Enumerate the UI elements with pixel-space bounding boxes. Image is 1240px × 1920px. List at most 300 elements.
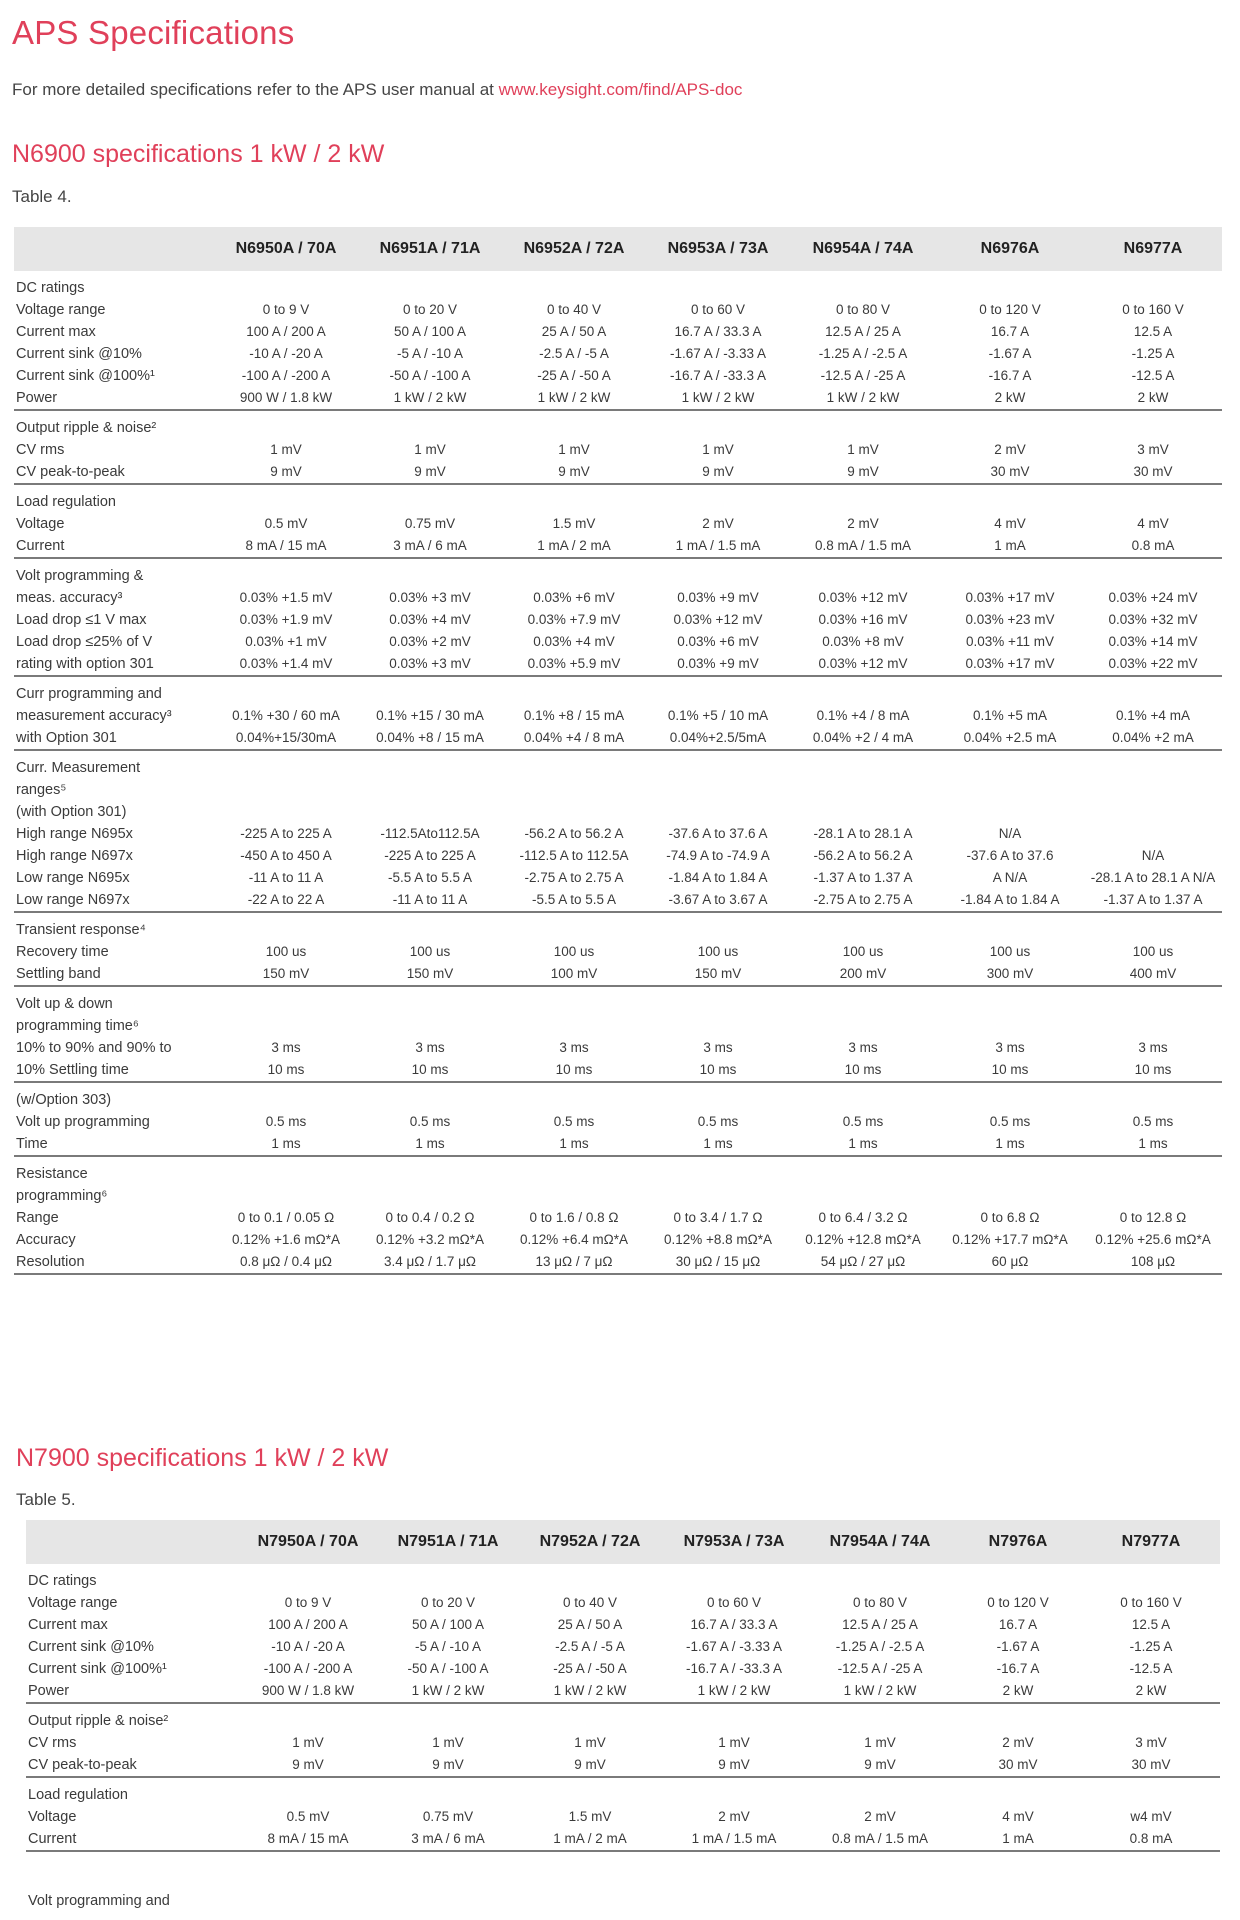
spec-value-line: 200 mV — [839, 966, 887, 981]
spec-value-cell — [954, 1564, 1082, 1703]
spec-value-cell — [936, 558, 1084, 676]
spec-value-line: 1 kW / 2 kW — [537, 390, 611, 405]
spec-value-cell — [1084, 1082, 1222, 1156]
spec-value-line: -112.5 A to 112.5A — [519, 848, 629, 863]
spec-value-line: 900 W / 1.8 kW — [239, 390, 333, 405]
spec-label-line: CV peak-to-peak — [28, 1757, 137, 1773]
spec-value-line — [1084, 919, 1222, 941]
spec-value-line — [502, 779, 646, 801]
spec-value-line: 0 to 1.6 / 0.8 Ω — [529, 1210, 619, 1225]
spec-value-line: 1.5 mV — [552, 516, 596, 531]
spec-label-line: meas. accuracy³ — [16, 590, 123, 606]
spec-value-line — [1084, 491, 1222, 513]
spec-value-line: 1 kW / 2 kW — [393, 390, 467, 405]
spec-value-line: 100 us — [989, 944, 1031, 959]
spec-value-cell — [806, 1703, 954, 1777]
spec-value-cell — [806, 1564, 954, 1703]
spec-value-line: 0.03% +9 mV — [677, 656, 759, 671]
spec-label-line: DC ratings — [16, 280, 85, 296]
spec-value-line: 2 kW — [994, 390, 1026, 405]
column-header: N7953A / 73A — [662, 1520, 806, 1564]
spec-value-line — [502, 491, 646, 513]
spec-value-line: 0.03% +4 mV — [389, 612, 471, 627]
spec-value-line: 0.12% +3.2 mΩ*A — [375, 1232, 485, 1247]
spec-value-line — [662, 1710, 806, 1732]
spec-group-label — [26, 1703, 238, 1777]
spec-value-line — [214, 565, 358, 587]
spec-value-line: 9 mV — [847, 464, 879, 479]
spec-value-line: -5 A / -10 A — [414, 1639, 482, 1654]
spec-value-line: 10 ms — [411, 1062, 449, 1077]
header-row — [26, 1520, 1220, 1564]
spec-value-cell — [936, 1156, 1084, 1274]
spec-value-line — [358, 683, 502, 705]
spec-value-line: 2 mV — [994, 442, 1026, 457]
spec-value-line: 0.12% +1.6 mΩ*A — [231, 1232, 341, 1247]
spec-value-line: 1 ms — [995, 1136, 1025, 1151]
spec-value-line — [1082, 1784, 1220, 1806]
spec-value-line: 1 kW / 2 kW — [697, 1683, 771, 1698]
spec-value-line: -16.7 A — [996, 1661, 1040, 1676]
spec-value-line — [502, 757, 646, 779]
spec-value-line — [806, 1710, 954, 1732]
spec-value-line — [662, 1570, 806, 1592]
spec-value-line: 3 ms — [848, 1040, 878, 1055]
doc-link[interactable]: www.keysight.com/find/APS-doc — [498, 80, 743, 99]
spec-label-line: DC ratings — [28, 1573, 97, 1589]
spec-value-line: -2.5 A / -5 A — [555, 1639, 625, 1654]
spec-value-cell — [1084, 410, 1222, 484]
spec-label-line: CV peak-to-peak — [16, 464, 125, 480]
spec-value-line: 0.5 mV — [286, 1809, 330, 1824]
spec-value-line: 12.5 A — [1131, 1617, 1171, 1632]
spec-value-line — [518, 1710, 662, 1732]
spec-value-cell — [646, 1156, 790, 1274]
spec-value-line: 0.03% +3 mV — [389, 656, 471, 671]
spec-value-line: 0.8 mA — [1129, 1831, 1173, 1846]
spec-label-line: Transient response⁴ — [16, 922, 146, 938]
spec-value-cell — [214, 484, 358, 558]
spec-value-line — [1084, 779, 1222, 801]
spec-value-line: 0.12% +12.8 mΩ*A — [805, 1232, 921, 1247]
spec-value-line: 1 mV — [718, 1735, 750, 1750]
spec-value-line: -1.67 A / -3.33 A — [685, 1639, 783, 1654]
spec-group-row — [14, 986, 1222, 1082]
spec-value-cell — [790, 676, 936, 750]
spec-value-cell — [662, 1703, 806, 1777]
spec-value-line — [936, 1163, 1084, 1185]
spec-group-label — [14, 484, 214, 558]
spec-value-cell — [502, 676, 646, 750]
spec-label-line: Load regulation — [16, 494, 116, 510]
spec-label-line: Power — [16, 390, 58, 406]
spec-value-cell — [238, 1564, 378, 1703]
spec-table-n7900 — [26, 1520, 1220, 1852]
spec-value-line: 100 us — [409, 944, 451, 959]
spec-value-line: 9 mV — [270, 464, 302, 479]
spec-value-cell — [662, 1777, 806, 1851]
spec-value-line: 900 W / 1.8 kW — [261, 1683, 355, 1698]
spec-value-cell — [1084, 750, 1222, 912]
spec-value-line — [790, 417, 936, 439]
spec-value-cell — [646, 484, 790, 558]
spec-value-line: 150 mV — [262, 966, 310, 981]
spec-value-line — [1084, 1015, 1222, 1037]
spec-value-line — [214, 993, 358, 1015]
spec-value-line: 1 kW / 2 kW — [681, 390, 755, 405]
spec-value-line: -12.5 A — [1129, 1661, 1173, 1676]
spec-label-line: (with Option 301) — [16, 804, 127, 820]
spec-value-line: 3 ms — [1138, 1040, 1168, 1055]
spec-value-line: -2.5 A / -5 A — [539, 346, 609, 361]
spec-value-line: 8 mA / 15 mA — [245, 538, 327, 553]
section-title-n7900: N7900 specifications 1 kW / 2 kW — [16, 1444, 389, 1472]
spec-value-line: -12.5 A / -25 A — [837, 1661, 923, 1676]
spec-value-cell — [214, 1082, 358, 1156]
spec-value-line: -50 A / -100 A — [407, 1661, 489, 1676]
spec-value-line — [214, 1015, 358, 1037]
spec-value-line: -100 A / -200 A — [263, 1661, 353, 1676]
table-caption-4: Table 4. — [12, 187, 72, 206]
spec-value-line: 0.03% +12 mV — [818, 656, 908, 671]
spec-value-cell — [936, 676, 1084, 750]
spec-value-line — [646, 919, 790, 941]
spec-value-cell — [502, 484, 646, 558]
spec-value-cell — [214, 676, 358, 750]
spec-label-line: CV rms — [28, 1735, 77, 1751]
spec-value-line: 10 ms — [991, 1062, 1029, 1077]
spec-value-line: 10 ms — [555, 1062, 593, 1077]
spec-value-cell — [790, 1156, 936, 1274]
spec-value-cell — [214, 410, 358, 484]
spec-value-line: -1.84 A to 1.84 A — [668, 870, 768, 885]
spec-value-cell — [378, 1777, 518, 1851]
spec-value-line: 1 mA — [1002, 1831, 1034, 1846]
spec-value-line: 0.03% +1.4 mV — [239, 656, 333, 671]
spec-value-cell — [378, 1703, 518, 1777]
column-header: N6950A / 70A — [214, 227, 358, 271]
spec-value-line: 1 ms — [848, 1136, 878, 1151]
spec-value-line: 0.5 ms — [553, 1114, 595, 1129]
spec-label-line: Load drop ≤1 V max — [16, 612, 147, 628]
spec-value-line: 0 to 120 V — [979, 302, 1041, 317]
spec-value-line: -2.75 A to 2.75 A — [813, 892, 913, 907]
spec-value-line — [790, 1185, 936, 1207]
spec-value-line: 1 mA / 2 mA — [537, 538, 611, 553]
spec-value-line — [1084, 565, 1222, 587]
spec-value-cell — [502, 912, 646, 986]
spec-value-cell — [936, 271, 1084, 410]
spec-value-line: 0 to 12.8 Ω — [1119, 1210, 1187, 1225]
spec-value-line — [936, 1015, 1084, 1037]
spec-value-line: 0 to 6.4 / 3.2 Ω — [818, 1210, 908, 1225]
spec-value-line — [358, 417, 502, 439]
spec-value-line: 2 kW — [1135, 1683, 1167, 1698]
spec-value-line — [502, 1185, 646, 1207]
spec-value-line — [790, 565, 936, 587]
spec-value-line: 150 mV — [406, 966, 454, 981]
spec-value-line — [936, 417, 1084, 439]
spec-value-line: 9 mV — [292, 1757, 324, 1772]
spec-value-line — [646, 1089, 790, 1111]
spec-value-line: 2 mV — [718, 1809, 750, 1824]
spec-value-line: 2 mV — [847, 516, 879, 531]
spec-value-line: 0.1% +4 mA — [1116, 708, 1190, 723]
spec-value-line: 3 mA / 6 mA — [393, 538, 467, 553]
column-header: N6954A / 74A — [790, 227, 936, 271]
spec-value-line — [502, 417, 646, 439]
spec-value-line: -1.25 A — [1131, 346, 1175, 361]
spec-value-line: 100 us — [697, 944, 739, 959]
spec-value-line: -450 A to 450 A — [240, 848, 332, 863]
spec-label-line: (w/Option 303) — [16, 1092, 112, 1108]
spec-value-line: -5.5 A to 5.5 A — [387, 870, 473, 885]
spec-value-line: 1 kW / 2 kW — [843, 1683, 917, 1698]
spec-group-row — [26, 1777, 1220, 1851]
spec-value-line: 9 mV — [414, 464, 446, 479]
spec-value-line — [1084, 1089, 1222, 1111]
spec-value-line: 1 mA / 1.5 mA — [691, 1831, 777, 1846]
spec-value-line: 1 mA / 2 mA — [553, 1831, 627, 1846]
spec-value-line — [358, 919, 502, 941]
spec-value-line — [1084, 277, 1222, 299]
spec-value-line: 0.1% +5 / 10 mA — [667, 708, 769, 723]
spec-label-line: Voltage — [28, 1809, 77, 1825]
spec-value-line: 400 mV — [1129, 966, 1177, 981]
spec-value-line — [502, 919, 646, 941]
spec-value-cell — [214, 986, 358, 1082]
spec-value-cell — [806, 1777, 954, 1851]
spec-value-line — [936, 757, 1084, 779]
spec-value-line: 30 mV — [990, 464, 1030, 479]
column-header: N7954A / 74A — [806, 1520, 954, 1564]
intro-text: For more detailed specifications refer to the APS user manual at — [12, 80, 499, 99]
spec-value-cell — [662, 1564, 806, 1703]
spec-value-line — [358, 779, 502, 801]
spec-value-line: 1 ms — [415, 1136, 445, 1151]
spec-value-line: 0.8 μΩ / 0.4 μΩ — [239, 1254, 333, 1269]
spec-value-line — [646, 1185, 790, 1207]
spec-value-line: 4 mV — [994, 516, 1026, 531]
spec-value-line: 0.5 ms — [989, 1114, 1031, 1129]
spec-value-cell — [214, 558, 358, 676]
spec-value-line: 3 ms — [703, 1040, 733, 1055]
spec-value-line: 0.1% +8 / 15 mA — [523, 708, 625, 723]
spec-value-line: 0.03% +2 mV — [389, 634, 471, 649]
spec-value-cell — [646, 676, 790, 750]
spec-group-row — [14, 558, 1222, 676]
spec-label-line: Current — [28, 1831, 77, 1847]
spec-value-line: 1 ms — [559, 1136, 589, 1151]
spec-value-line — [790, 779, 936, 801]
spec-value-line: 54 μΩ / 27 μΩ — [820, 1254, 906, 1269]
spec-label-line: Voltage range — [28, 1595, 118, 1611]
spec-value-line: 0.1% +30 / 60 mA — [232, 708, 340, 723]
spec-value-line: 1 mV — [847, 442, 879, 457]
spec-value-line: 9 mV — [432, 1757, 464, 1772]
spec-value-line: A N/A — [992, 870, 1028, 885]
spec-value-cell — [358, 1156, 502, 1274]
spec-value-line: 1 mV — [574, 1735, 606, 1750]
spec-value-line: 1 mV — [414, 442, 446, 457]
spec-value-line: 0 to 160 V — [1122, 302, 1184, 317]
spec-value-cell — [1084, 1156, 1222, 1274]
spec-value-line: 0.03% +4 mV — [533, 634, 615, 649]
spec-label-line: programming⁶ — [16, 1188, 108, 1204]
spec-value-line: 0.03% +14 mV — [1108, 634, 1198, 649]
spec-value-line: 25 A / 50 A — [557, 1617, 623, 1632]
spec-value-line — [646, 277, 790, 299]
spec-value-line: N/A — [998, 826, 1022, 841]
spec-value-cell — [1082, 1703, 1220, 1777]
spec-label-line: Load regulation — [28, 1787, 128, 1803]
spec-label-line: Resolution — [16, 1254, 85, 1270]
spec-value-cell — [502, 986, 646, 1082]
spec-value-line: 0.03% +9 mV — [677, 590, 759, 605]
spec-value-line — [790, 919, 936, 941]
spec-value-cell — [1084, 986, 1222, 1082]
spec-value-cell — [358, 1082, 502, 1156]
spec-group-row — [14, 1082, 1222, 1156]
spec-value-line — [646, 491, 790, 513]
spec-label-line: rating with option 301 — [16, 656, 154, 672]
spec-value-line: 0.03% +11 mV — [966, 634, 1054, 649]
spec-value-line: 2 mV — [1002, 1735, 1034, 1750]
spec-value-line: 0 to 80 V — [852, 1595, 908, 1610]
spec-value-line: 60 μΩ — [991, 1254, 1029, 1269]
spec-value-line: 30 μΩ / 15 μΩ — [675, 1254, 761, 1269]
spec-value-line — [936, 1185, 1084, 1207]
spec-value-line — [214, 277, 358, 299]
spec-value-cell — [646, 558, 790, 676]
spec-value-line: -1.25 A / -2.5 A — [818, 346, 908, 361]
spec-value-line: 0.8 mA / 1.5 mA — [831, 1831, 929, 1846]
spec-value-line: 0 to 20 V — [402, 302, 458, 317]
spec-group-row — [26, 1564, 1220, 1703]
column-header: N6977A — [1084, 227, 1222, 271]
spec-value-line: -3.67 A to 3.67 A — [668, 892, 768, 907]
spec-value-line: 1 mV — [292, 1735, 324, 1750]
column-header: N7952A / 72A — [518, 1520, 662, 1564]
spec-value-line — [502, 801, 646, 823]
spec-value-line: 0.1% +4 / 8 mA — [816, 708, 910, 723]
spec-value-cell — [790, 912, 936, 986]
spec-value-line: 0 to 9 V — [284, 1595, 332, 1610]
spec-label-line: measurement accuracy³ — [16, 708, 172, 724]
spec-group-label — [14, 271, 214, 410]
spec-value-cell — [502, 410, 646, 484]
spec-value-line: 0.5 mV — [264, 516, 308, 531]
spec-value-cell — [1084, 271, 1222, 410]
spec-value-line: 0.03% +17 mV — [965, 656, 1055, 671]
spec-label-line: Power — [28, 1683, 70, 1699]
spec-value-cell — [214, 271, 358, 410]
spec-label-line: Current max — [28, 1617, 108, 1633]
spec-value-cell — [358, 986, 502, 1082]
spec-value-line: 0.03% +5.9 mV — [527, 656, 621, 671]
spec-value-line: 0 to 40 V — [546, 302, 602, 317]
spec-value-cell — [238, 1777, 378, 1851]
spec-value-line — [214, 757, 358, 779]
spec-value-line: 0 to 120 V — [987, 1595, 1049, 1610]
spec-value-cell — [358, 410, 502, 484]
spec-value-line — [214, 1185, 358, 1207]
spec-value-line — [954, 1570, 1082, 1592]
spec-value-line: 0 to 6.8 Ω — [980, 1210, 1040, 1225]
spec-value-line: 3 mV — [1137, 442, 1169, 457]
spec-value-line: 2 mV — [864, 1809, 896, 1824]
spec-value-line: 0 to 160 V — [1120, 1595, 1182, 1610]
spec-value-line — [238, 1570, 378, 1592]
spec-value-line: 0.03% +12 mV — [673, 612, 763, 627]
spec-value-line: 0.12% +25.6 mΩ*A — [1095, 1232, 1211, 1247]
spec-group-row — [14, 912, 1222, 986]
spec-value-line: 100 us — [1132, 944, 1174, 959]
spec-value-line: 3 ms — [559, 1040, 589, 1055]
spec-value-line: 0.03% +17 mV — [965, 590, 1055, 605]
spec-value-line: 0 to 80 V — [835, 302, 891, 317]
spec-value-line — [806, 1570, 954, 1592]
spec-value-line — [790, 1163, 936, 1185]
spec-value-line: 8 mA / 15 mA — [267, 1831, 349, 1846]
spec-value-line: 1 mV — [558, 442, 590, 457]
spec-value-line: 0.04% +4 / 8 mA — [523, 730, 625, 745]
spec-label-line: with Option 301 — [16, 730, 117, 746]
spec-value-line — [1082, 1570, 1220, 1592]
spec-value-line — [358, 491, 502, 513]
spec-value-line: 1 ms — [1138, 1136, 1168, 1151]
spec-label-line: Current sink @10% — [28, 1639, 154, 1655]
spec-value-line: 0.03% +3 mV — [389, 590, 471, 605]
spec-value-line: -56.2 A to 56.2 A — [524, 826, 624, 841]
spec-value-cell — [358, 676, 502, 750]
spec-value-line: 0.04%+2.5/5mA — [669, 730, 767, 745]
spec-value-cell — [214, 750, 358, 912]
spec-group-label — [14, 750, 214, 912]
spec-label-line: Voltage range — [16, 302, 106, 318]
spec-group-label — [14, 1082, 214, 1156]
spec-value-line: -5 A / -10 A — [396, 346, 464, 361]
spec-value-cell — [646, 912, 790, 986]
spec-value-line: 25 A / 50 A — [541, 324, 607, 339]
spec-value-line: -16.7 A / -33.3 A — [685, 1661, 783, 1676]
spec-value-line — [214, 779, 358, 801]
spec-value-cell — [1082, 1564, 1220, 1703]
spec-value-line — [790, 757, 936, 779]
spec-label-line: Curr programming and — [16, 686, 162, 702]
spec-value-line — [214, 1089, 358, 1111]
spec-value-line: 0 to 60 V — [690, 302, 746, 317]
spec-value-line: -50 A / -100 A — [389, 368, 471, 383]
spec-value-cell — [358, 484, 502, 558]
spec-value-line: 0.8 mA — [1131, 538, 1175, 553]
spec-value-line: 0 to 0.4 / 0.2 Ω — [385, 1210, 475, 1225]
spec-value-cell — [502, 271, 646, 410]
spec-value-line — [790, 491, 936, 513]
spec-value-line — [1084, 1185, 1222, 1207]
spec-value-line: 30 mV — [1133, 464, 1173, 479]
spec-value-line — [790, 993, 936, 1015]
spec-value-cell — [790, 750, 936, 912]
spec-value-line: 12.5 A — [1133, 324, 1173, 339]
spec-value-cell — [790, 558, 936, 676]
spec-value-cell — [1084, 484, 1222, 558]
spec-label-line: ranges⁵ — [16, 782, 67, 798]
spec-value-cell — [936, 750, 1084, 912]
spec-value-cell — [502, 1156, 646, 1274]
spec-value-line: 100 us — [553, 944, 595, 959]
spec-label-line: Voltage — [16, 516, 65, 532]
